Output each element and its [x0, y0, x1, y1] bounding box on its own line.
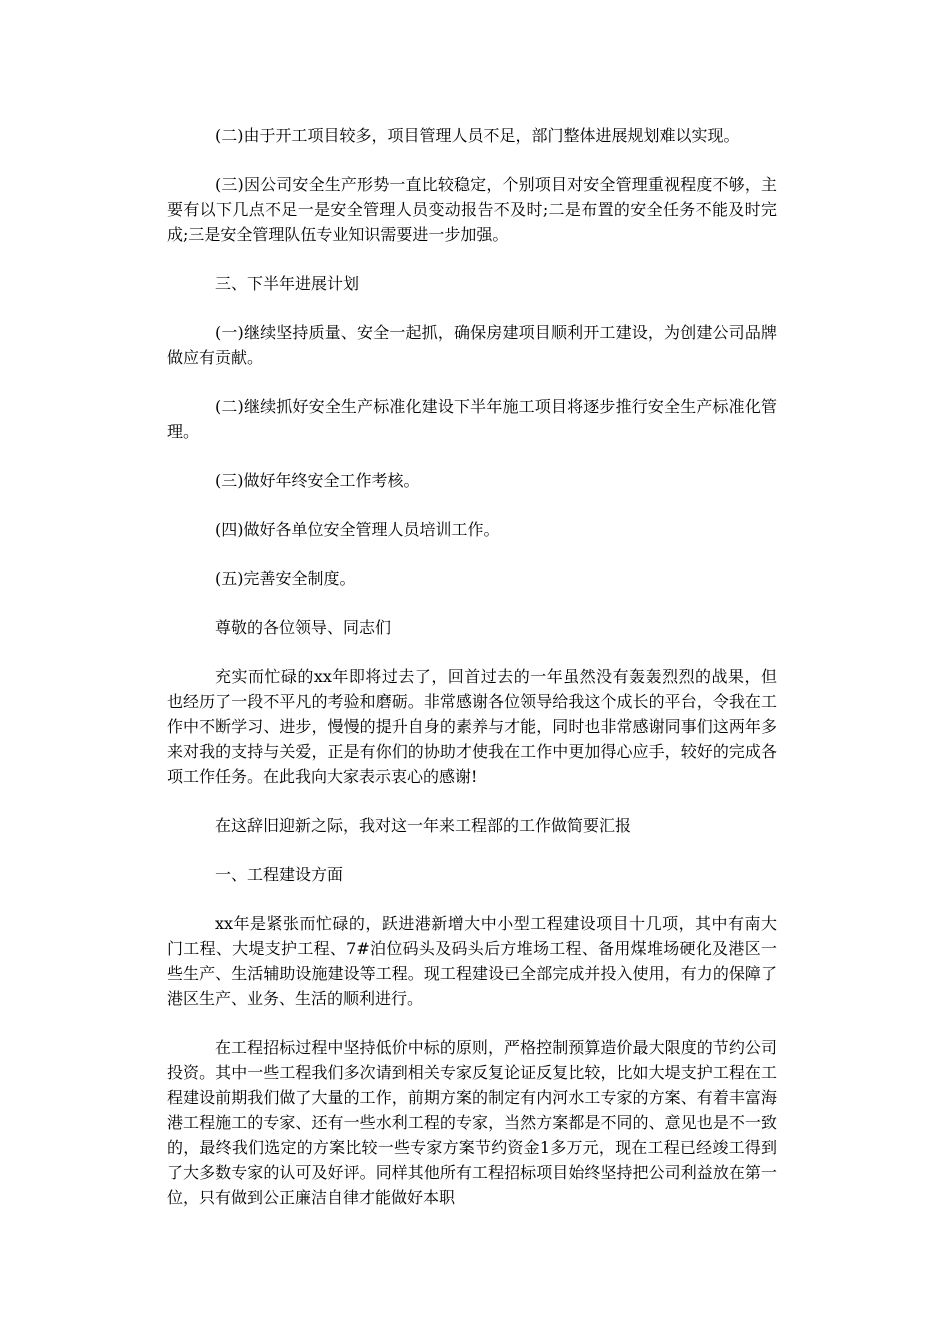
paragraph-plan-item-2: (二)继续抓好安全生产标准化建设下半年施工项目将逐步推行安全生产标准化管理。 [167, 397, 777, 441]
salutation: 尊敬的各位领导、同志们 [215, 618, 392, 637]
paragraph-safety-issue-3: (三)因公司安全生产形势一直比较稳定，个别项目对安全管理重视程度不够，主要有以下几点不足一是安全管理人员变动报告不及时;二是布置的安全任务不能及时完成;三是安全管理队伍专业知识需要进一步加强。 [167, 175, 777, 244]
paragraph-progress-issue-2: (二)由于开工项目较多，项目管理人员不足，部门整体进展规划难以实现。 [215, 126, 740, 145]
paragraph-plan-item-1: (一)继续坚持质量、安全一起抓，确保房建项目顺利开工建设，为创建公司品牌做应有贡献。 [167, 323, 777, 367]
document-body [167, 123, 777, 1210]
paragraph-plan-item-4: (四)做好各单位安全管理人员培训工作。 [215, 520, 500, 539]
paragraph-bidding-process: 在工程招标过程中坚持低价中标的原则，严格控制预算造价最大限度的节约公司投资。其中一些工程我们多次请到相关专家反复论证反复比较，比如大堤支护工程在工程建设前期我们做了大量的工作，前期方案的制定有内河水工专家的方案、有着丰富海港工程施工的专家、还有一些水利工程的专家，当然方案都是不同的、意见也是不一致的，最终我们选定的方案比较一些专家方案节约资金1多万元，现在工程已经竣工得到了大多数专家的认可及好评。同样其他所有工程招标项目始终坚持把公司利益放在第一位，只有做到公正廉洁自律才能做好本职 [167, 1038, 777, 1207]
paragraph-engineering-projects: xx年是紧张而忙碌的，跃进港新增大中小型工程建设项目十几项，其中有南大门工程、大堤支护工程、7#泊位码头及码头后方堆场工程、备用煤堆场硬化及港区一些生产、生活辅助设施建设等工程。现工程建设已全部完成并投入使用，有力的保障了港区生产、业务、生活的顺利进行。 [167, 914, 777, 1008]
section-heading-second-half-plan: 三、下半年进展计划 [215, 274, 360, 293]
paragraph-report-intro: 在这辞旧迎新之际，我对这一年来工程部的工作做简要汇报 [215, 816, 632, 835]
section-heading-engineering: 一、工程建设方面 [215, 865, 344, 884]
paragraph-plan-item-5: (五)完善安全制度。 [215, 569, 356, 588]
paragraph-year-review-intro: 充实而忙碌的xx年即将过去了，回首过去的一年虽然没有轰轰烈烈的战果，但也经历了一段不平凡的考验和磨砺。非常感谢各位领导给我这个成长的平台，令我在工作中不断学习、进步，慢慢的提升自身的素养与才能，同时也非常感谢同事们这两年多来对我的支持与关爱，正是有你们的协助才使我在工作中更加得心应手，较好的完成各项工作任务。在此我向大家表示衷心的感谢! [167, 667, 777, 786]
paragraph-plan-item-3: (三)做好年终安全工作考核。 [215, 471, 420, 490]
